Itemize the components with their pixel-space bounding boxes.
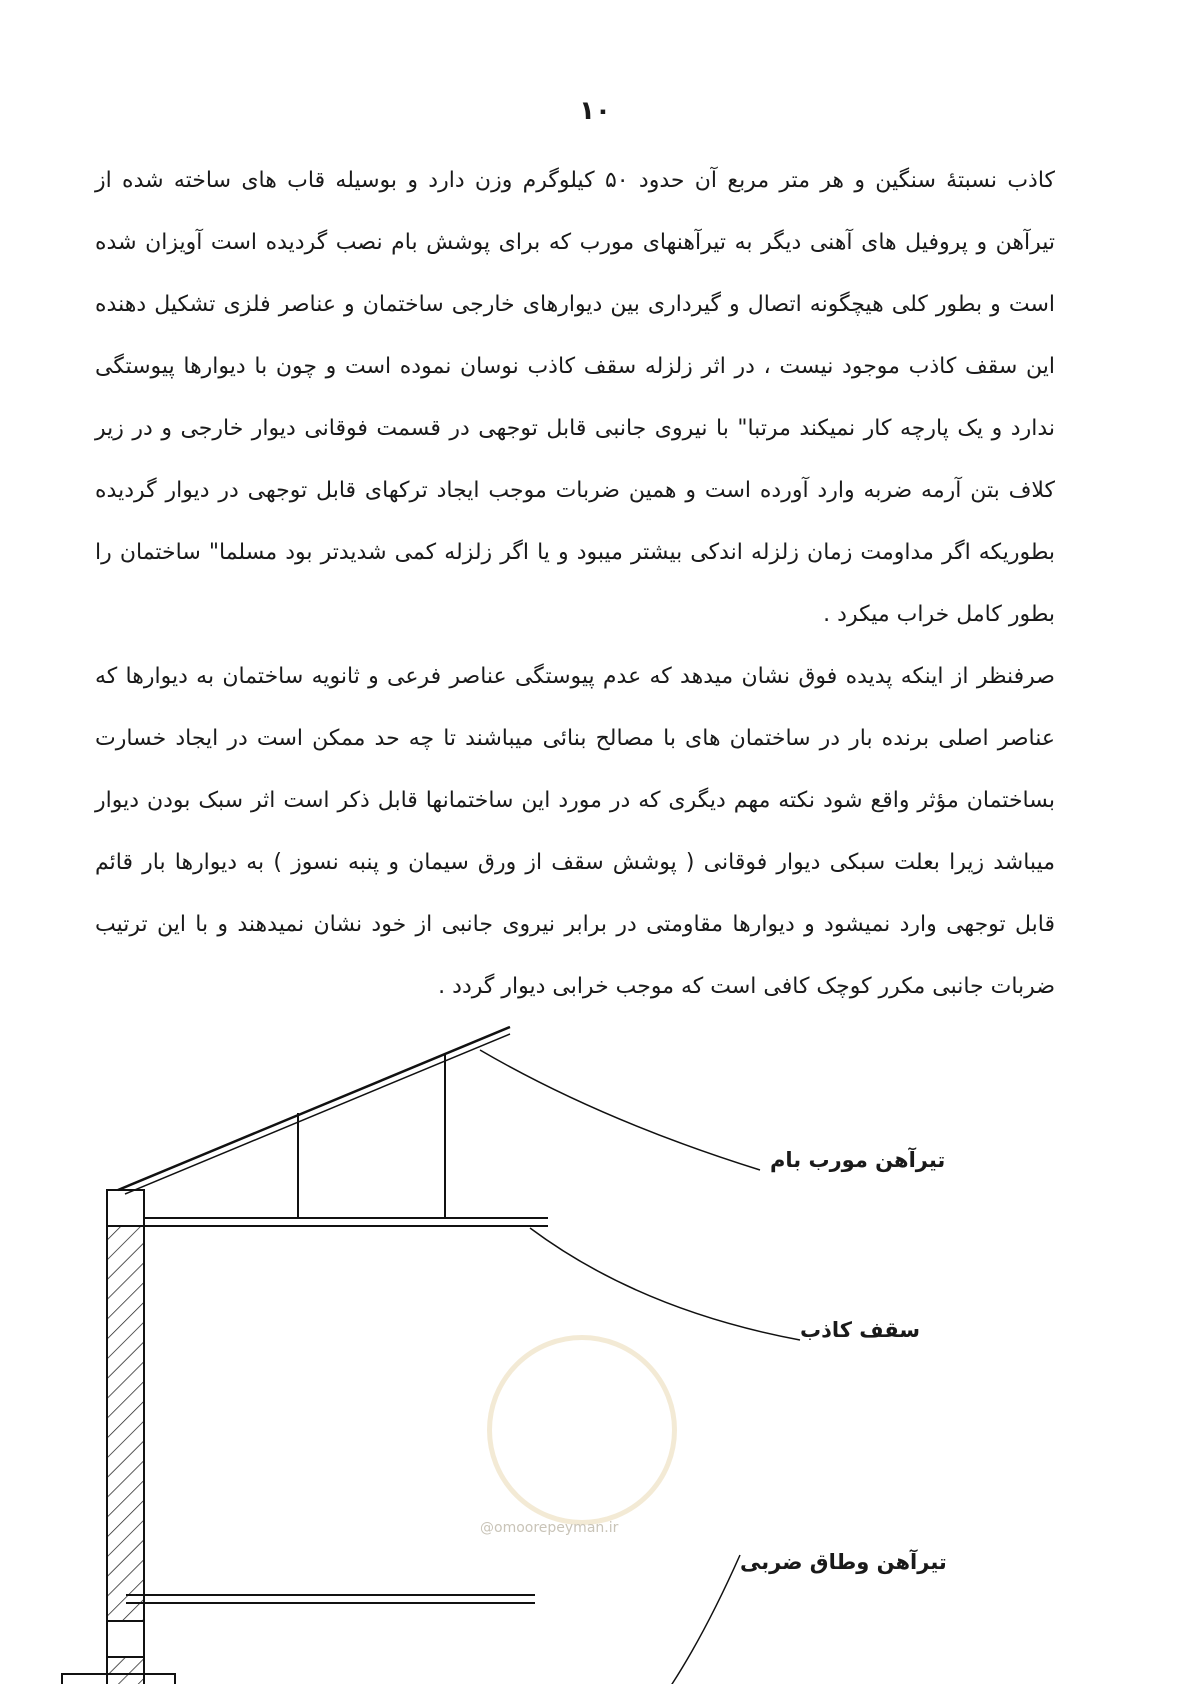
watermark-seal — [487, 1335, 677, 1525]
paragraph-2: صرفنظر از اینکه پدیده فوق نشان میدهد که عدم پیوستگی عناصر فرعی و ثانویه ساختمان به دیوارها که عناصر اصلی برنده بار در ساختمان های با مصالح بنائی میباشند تا چه حد ممکن است در ایجاد خسارت بساختمان مؤثر واقع شود نکته مهم دیگری که در مورد این ساختمانها قابل ذکر است اثر سبک بودن دیوار میباشد زیرا بعلت سبکی دیوار فوقانی ( پوشش سقف از ورق سیمان و پنبه نسوز ) به دیوارها بار قائم قابل توجهی وارد نمیشود و دیوارها مقاومتی در برابر نیروی جانبی از خود نشان نمیدهند و با این ترتیب ضربات جانبی مکرر کوچک کافی است که موجب خرابی دیوار گردد . — [95, 664, 1055, 999]
label-roof-beam: تیرآهن مورب بام — [770, 1148, 946, 1172]
leader-floor — [540, 1555, 740, 1684]
roof-beam — [118, 1027, 510, 1190]
paragraph-1: کاذب نسبتهٔ سنگین و هر متر مربع آن حدود ۵۰ کیلوگرم وزن دارد و بوسیله قاب های ساخته شده از تیرآهن و پروفیل های آهنی دیگر به تیرآهنهای مورب که برای پوشش بام نصب گردیده است آویزان شده است و بطور کلی هیچگونه اتصال و گیرداری بین دیوارهای خارجی ساختمان و عناصر فلزی تشکیل دهنده این سقف کاذب موجود نیست ، در اثر زلزله سقف کاذب نوسان نموده است و چون با دیوارها پیوستگی ندارد و یک پارچه کار نمیکند مرتبا" با نیروی جانبی قابل توجهی در قسمت فوقانی دیوار خارجی و در زیر کلاف بتن آرمه ضربه وارد آورده است و همین ضربات موجب ایجاد ترکهای قابل توجهی در دیوار گردیده بطوریکه اگر مداومت زمان زلزله اندکی بیشتر میبود و یا اگر زلزله کمی شدیدتر بود مسلما" ساختمان را بطور کامل خراب میکرد . — [95, 168, 1055, 627]
label-floor-beam: تیرآهن وطاق ضربی — [740, 1550, 947, 1574]
watermark-text: @omoorepeyman.ir — [480, 1520, 619, 1536]
wall-section-upper — [107, 1226, 144, 1621]
leader-ceiling — [530, 1228, 800, 1340]
wall-section-lower — [107, 1657, 144, 1684]
body-text — [95, 150, 1055, 1018]
leader-roof — [480, 1050, 760, 1170]
page-number: ۱۰ — [579, 96, 611, 126]
wall-block-mid — [107, 1621, 144, 1657]
label-false-ceiling: سقف کاذب — [800, 1318, 921, 1342]
wall-cap — [107, 1190, 144, 1226]
